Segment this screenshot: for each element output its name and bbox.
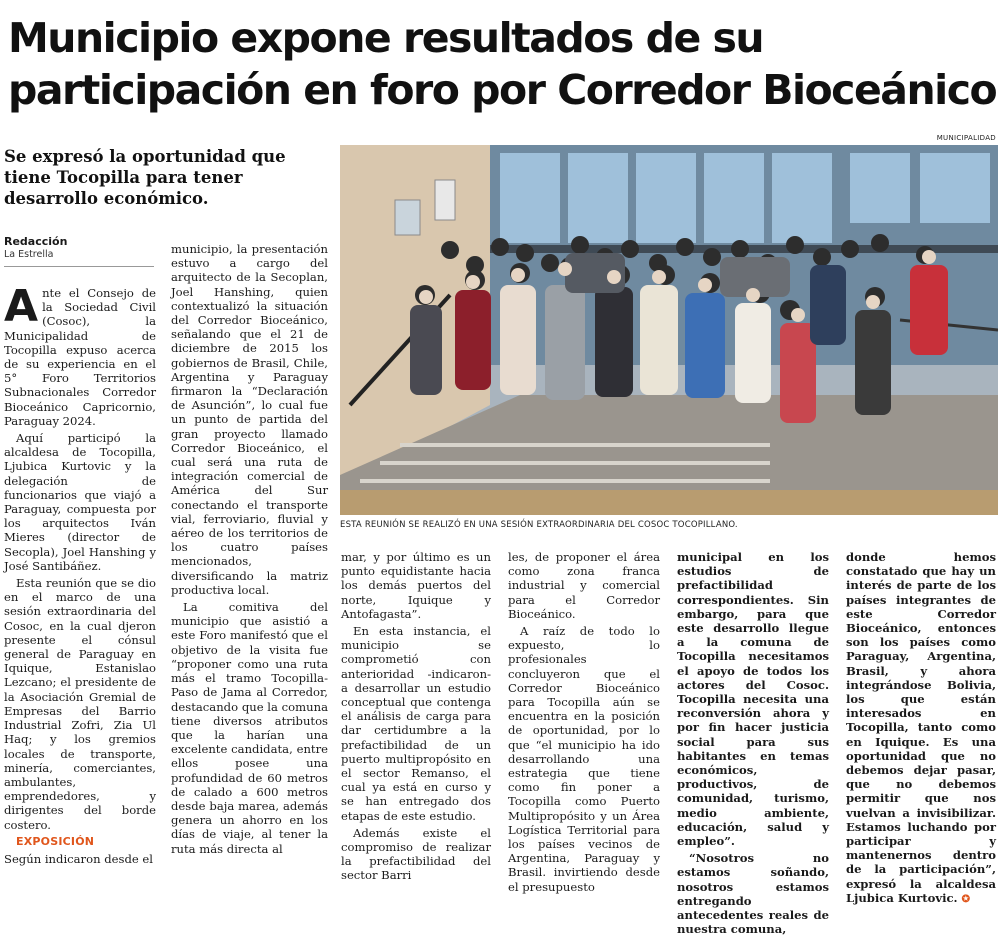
photo-caption: ESTA REUNIÓN SE REALIZÓ EN UNA SESIÓN EXTRAORDINARIA DEL COSOC TOCOPILLANO. [340,520,738,530]
article-column-2 [171,242,328,856]
paragraph: Aquí participó la alcaldesa de Tocopilla, Ljubica Kurtovic y la delegación de funcionarios que viajó a Paraguay, compuesta por los arquitectos Iván Mieres (director de Secopla), Joel Hanshing y José Santibáñez. [4,431,156,573]
paragraph: A raíz de todo lo expuesto, lo profesionales concluyeron que el Corredor Bioceánico para Tocopilla aún se encuentra en la posición de oportunidad, por lo que “el municipio ha ido desarrollando una estrategia que tiene como fin poner a Tocopilla como Puerto Multipropósito y un Área Logística Territorial para los países vecinos de Argentina, Paraguay y Brasil. invirtiendo desde el presupuesto [508,624,660,894]
paragraph: La comitiva del municipio que asistió a este Foro manifestó que el objetivo de la visita fue “proponer como una ruta más el tramo Tocopilla-Paso de Jama al Corredor, destacando que la comuna tiene diversos atributos que la harían una excelente candidata, entre ellos posee una profundidad de 60 metros de calado a 600 metros desde baja marea, además genera un ahorro en los días de viaje, al tener la ruta más directa al [171,600,328,856]
paragraph: Esta reunión que se dio en el marco de una sesión extraordinaria del Cosoc, en la cual djeron presente el cónsul general de Paraguay en Iquique, Estanislao Lezcano; el presidente de la Asociación Gremial de Empresas del Barrio Industrial Zofri, Zia Ul Haq; y los gremios locales de transporte, minería, comerciantes, ambulantes, emprendedores, y dirigentes del borde costero. [4,576,156,832]
paragraph: municipal en los estudios de prefactibilidad correspondientes. Sin embargo, para que este desarrollo llegue a la comuna de Tocopilla necesitamos el apoyo de todos los actores del Cosoc. Tocopilla necesita una reconversión ahora y por fin hacer justicia social para sus habitantes en temas económicos, productivos, de comunidad, turismo, medio ambiente, educación, salud y empleo”. [677,550,829,849]
byline [4,235,67,261]
paragraph: donde hemos constatado que hay un interés de parte de los países integrantes de este Corredor Bioceánico, entonces son los países como Paraguay, Argentina, Brasil, y ahora integrándose Bolivia, los que están interesados en Tocopilla, tanto como en Iquique. Es una oportunidad que no debemos dejar pasar, que no debemos permitir que nos vuelvan a invisibilizar. Estamos luchando por participar y mantenernos dentro de la participación”, expresó la alcaldesa Ljubica Kurtovic. ✪ [846,550,996,905]
section-heading: EXPOSICIÓN [16,834,95,848]
article-column-6 [846,550,996,907]
end-mark-icon: ✪ [961,893,971,905]
article-column-1 [4,281,156,866]
paragraph: En esta instancia, el municipio se comprometió con anterioridad -indicaron- a desarrollar un estudio conceptual que contenga el análisis de carga para dar certidumbre a la prefactibilidad de un puerto multipropósito en el sector Remanso, el cual ya está en curso y se han entregado dos etapas de este estudio. [341,624,491,823]
headline: Municipio expone resultados de su participación en foro por Corredor Bioceánico [8,14,997,114]
byline-divider [4,266,154,267]
paragraph: “Nosotros no estamos soñando, nosotros estamos entregando antecedentes reales de nuestra comuna, [677,851,829,936]
subheadline: Se expresó la oportunidad que tiene Tocopilla para tener desarrollo económico. [4,147,286,208]
paragraph: Además existe el compromiso de realizar la prefactibilidad del sector Barri [341,825,491,883]
photo-credit: MUNICIPALIDAD [936,134,996,142]
article-column-5 [677,550,829,936]
article-column-4 [508,550,660,894]
group-photo-illustration [340,145,998,515]
paragraph: les, de proponer el área como zona franca industrial y comercial para el Corredor Bioceánico. [508,550,660,621]
paragraph: Según indicaron desde el [4,851,153,866]
drop-cap: A [4,281,39,332]
byline-publication: La Estrella [4,249,54,260]
paragraph: municipio, la presentación estuvo a cargo del arquitecto de la Secoplan, Joel Hanshing, quien contextualizó la situación del Corredor Bioceánico, señalando que el 21 de diciembre de 2015 los gobiernos de Brasil, Chile, Argentina y Paraguay firmaron la “Declaración de Asunción”, lo cual fue un punto de partida del gran proyecto llamado Corredor Bioceánico, el cual será una ruta de integración comercial de América del Sur conectando el transporte vial, ferroviario, fluvial y aéreo de los territorios de los cuatro países mencionados, diversificando la matriz productiva local. [171,242,328,597]
paragraph: mar, y por último es un punto equidistante hacia los demás puertos del norte, Iquique y Antofagasta”. [341,550,491,621]
byline-author: Redacción [4,235,68,248]
article-column-3 [341,550,491,883]
group-photo [340,145,998,515]
lead-paragraph: Ante el Consejo de la Sociedad Civil (Cosoc), la Municipalidad de Tocopilla expuso acerca de su experiencia en el 5° Foro Territorios Subnacionales Corredor Bioceánico Capricornio, Paraguay 2024. [4,281,156,428]
